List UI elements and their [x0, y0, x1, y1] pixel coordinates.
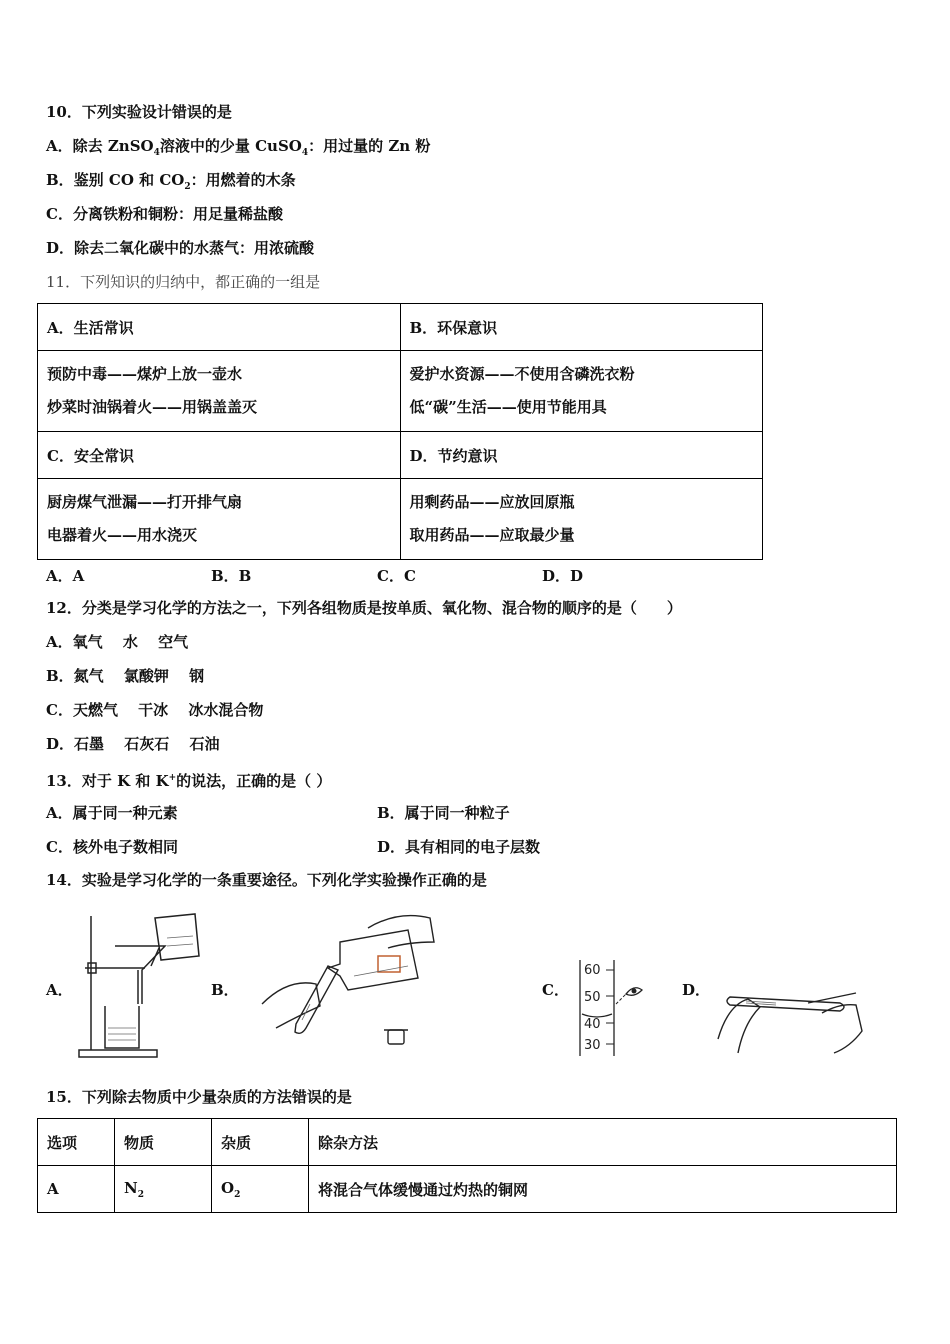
q11-cell-b-line1: 爱护水资源——不使用含磷洗衣粉 [409, 365, 635, 383]
q10-stem: 10．下列实验设计错误的是 [46, 103, 232, 121]
q15-header-method: 除杂方法 [309, 1119, 897, 1166]
q12-option-d: D．石墨 石灰石 石油 [46, 735, 220, 753]
q11-cell-b-head: B．环保意识 [400, 304, 763, 351]
q11-option-b: B．B [211, 567, 252, 585]
q14-label-b: B． [211, 981, 239, 999]
q11-option-a: A．A [46, 567, 85, 585]
q11-cell-d-head: D．节约意识 [400, 432, 763, 479]
q15-table [37, 1118, 897, 1213]
q13-option-d: D．具有相同的电子层数 [377, 838, 541, 856]
q15-row-a-option: A [38, 1166, 115, 1213]
q11-cell-d-body [400, 479, 763, 560]
q12-option-b: B．氮气 氯酸钾 钢 [46, 667, 205, 685]
q10-option-a: A．除去 ZnSO$_4$溶液中的少量 CuSO$_4$：用过量的 Zn 粉 [46, 137, 431, 158]
q15-header-impurity: 杂质 [212, 1119, 309, 1166]
graduated-cylinder-figure [578, 958, 648, 1058]
q11-cell-a-head: A．生活常识 [38, 304, 401, 351]
q10-option-d: D．除去二氧化碳中的水蒸气：用浓硫酸 [46, 239, 315, 257]
cylinder-tick-30: 30 [584, 1038, 601, 1053]
q11-cell-a-body [38, 351, 401, 432]
q11-option-d: D．D [542, 567, 584, 585]
q14-label-a: A． [46, 981, 73, 999]
q13-option-b: B．属于同一种粒子 [377, 804, 510, 822]
q15-row-a-impurity: $O_2$ [212, 1166, 309, 1213]
q12-option-c: C．天燃气 干冰 冰水混合物 [46, 701, 264, 719]
q15-row-a-method: 将混合气体缓慢通过灼热的铜网 [309, 1166, 897, 1213]
q15-stem: 15．下列除去物质中少量杂质的方法错误的是 [46, 1088, 352, 1106]
q11-cell-d-line2: 取用药品——应取最少量 [409, 526, 575, 544]
q11-cell-b-body [400, 351, 763, 432]
q14-label-d: D． [682, 981, 711, 999]
q11-option-c: C．C [377, 567, 416, 585]
q11-cell-c-line1: 厨房煤气泄漏——打开排气扇 [47, 493, 243, 511]
q11-cell-c-head: C．安全常识 [38, 432, 401, 479]
q12-option-a: A．氧气 水 空气 [46, 633, 189, 651]
q15-header-option: 选项 [38, 1119, 115, 1166]
q12-stem: 12．分类是学习化学的方法之一，下列各组物质是按单质、氧化物、混合物的顺序的是（ ） [46, 599, 682, 617]
q15-row-a-substance: $N_2$ [115, 1166, 212, 1213]
heating-tube-figure [716, 983, 866, 1059]
q14-label-c: C． [542, 981, 569, 999]
q11-cell-d-line1: 用剩药品——应放回原瓶 [409, 493, 575, 511]
q14-stem: 14．实验是学习化学的一条重要途径。下列化学实验操作正确的是 [46, 871, 487, 889]
q13-stem: 13．对于 K 和 K+的说法，正确的是（ ） [46, 772, 332, 790]
q11-cell-c-line2: 电器着火——用水浇灭 [47, 526, 198, 544]
q11-stem: 11．下列知识的归纳中，都正确的一组是 [46, 273, 321, 291]
q11-table [37, 303, 763, 560]
cylinder-tick-40: 40 [584, 1017, 601, 1032]
q10-option-b: B．鉴别 CO 和 $CO_2$：用燃着的木条 [46, 171, 296, 192]
cylinder-tick-50: 50 [584, 990, 601, 1005]
cylinder-tick-60: 60 [584, 963, 601, 978]
q15-header-substance: 物质 [115, 1119, 212, 1166]
q11-cell-a-line1: 预防中毒——煤炉上放一壶水 [47, 365, 243, 383]
pouring-liquid-figure [258, 908, 438, 1050]
q11-cell-a-line2: 炒菜时油锅着火——用锅盖盖灭 [47, 398, 258, 416]
filtration-figure [75, 908, 210, 1060]
q13-option-a: A．属于同一种元素 [46, 804, 178, 822]
q11-cell-b-line2: 低“碳”生活——使用节能用具 [409, 398, 607, 416]
q10-option-c: C．分离铁粉和铜粉：用足量稀盐酸 [46, 205, 283, 223]
q11-cell-c-body [38, 479, 401, 560]
q13-option-c: C．核外电子数相同 [46, 838, 178, 856]
